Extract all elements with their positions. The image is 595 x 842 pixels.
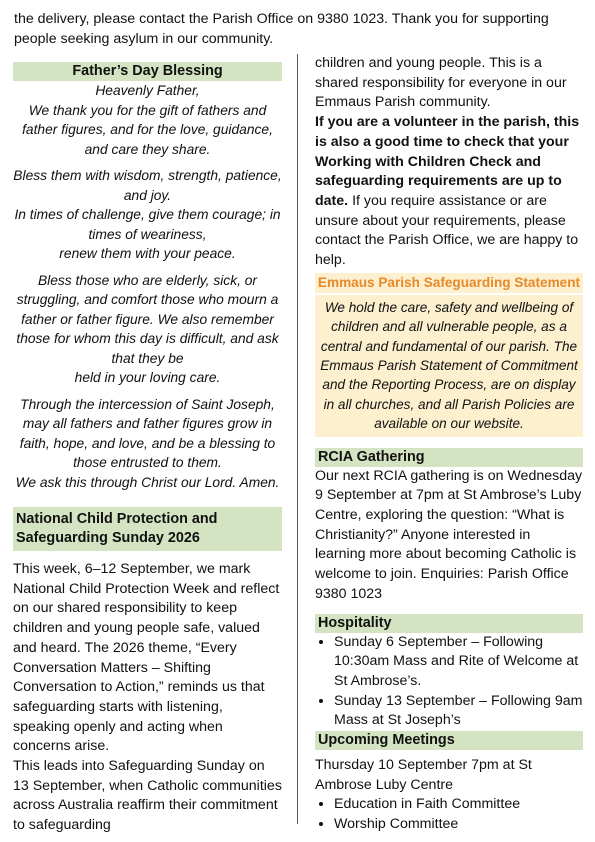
meetings-intro: Thursday 10 September 7pm at St Ambrose Luby Centre [315, 757, 532, 793]
intro-text: the delivery, please contact the Parish Office on 9380 1023. Thank you for supporting people seeking asylum in our community. [14, 11, 549, 47]
safeguarding-statement-text: We hold the care, safety and wellbeing of children and all vulnerable people, as a central and fundamental of our parish. The Emmaus Parish Statement of Commitment and the Reporting Process, are on display in all churches, and all Parish Policies are available on our website. [315, 295, 583, 437]
child-protection-body [13, 560, 282, 836]
fathers-day-heading: Father’s Day Blessing [13, 62, 282, 81]
blessing-stanza: Bless them with wisdom, strength, patience, and joy. In times of challenge, give them courage; in times of weariness, renew them with your peace. [13, 168, 282, 261]
fathers-day-blessing [13, 81, 282, 492]
hospitality-list [315, 633, 583, 732]
volunteer-bold-text: If you are a volunteer in the parish, this is also a good time to check that your Working with Children Check and safeguarding requirements are up to date. [315, 114, 580, 209]
list-item: • Education in Faith Committee [334, 795, 583, 815]
child-protection-paragraph: This week, 6–12 September, we mark National Child Protection Week and reflect on our shared responsibility to keep children and young people safe, valued and heard. The 2026 theme, “Every Conversation Matters – Shifting Conversation to Action,” reminds us that safeguarding starts with listening, speaking openly and acting when concerns arise. [13, 561, 280, 755]
hospitality-heading: Hospitality [315, 614, 583, 633]
meetings-heading: Upcoming Meetings [315, 731, 583, 750]
child-protection-continued [315, 54, 583, 271]
column-divider [297, 54, 298, 824]
blessing-stanza: Bless those who are elderly, sick, or struggling, and comfort those who mourn a father or father figure. We also remember those for whom this day is difficult, and ask that they be held in your loving care. [16, 272, 279, 385]
meetings-list [315, 795, 583, 834]
blessing-stanza: Heavenly Father, We thank you for the gift of fathers and father figures, and for the love, guidance, and care they share. [22, 83, 273, 157]
child-protection-heading: National Child Protection and Safeguarding Sunday 2026 [13, 507, 282, 551]
blessing-stanza: Through the intercession of Saint Joseph, may all fathers and father figures grow in faith, hope, and love, and be a blessing to those entrusted to them. We ask this through Christ our Lord. Amen. [15, 396, 280, 490]
list-item: • Worship Committee [334, 815, 583, 835]
volunteer-text: If you require assistance or are unsure about your requirements, please contact the Parish Office, we are happy to help. [315, 192, 579, 269]
child-protection-paragraph: children and young people. This is a shared responsibility for everyone in our Emmaus Parish community. [315, 55, 567, 111]
right-column [315, 54, 583, 835]
safeguarding-statement-heading: Emmaus Parish Safeguarding Statement [315, 273, 583, 293]
child-protection-paragraph: This leads into Safeguarding Sunday on 13 September, when Catholic communities across Australia reaffirm their commitment to safeguarding [13, 758, 282, 834]
rcia-heading: RCIA Gathering [315, 448, 583, 467]
rcia-text: Our next RCIA gathering is on Wednesday 9 September at 7pm at St Ambrose’s Luby Centre, exploring the question: “What is Christianity?” Anyone interested in learning more about becoming Catholic is welcome to join. Enquiries: Parish Office 9380 1023 [315, 467, 583, 602]
list-item: • Sunday 6 September – Following 10:30am Mass and Rite of Welcome at St Ambrose’s. [334, 633, 583, 692]
left-column [13, 62, 282, 836]
list-item: • Sunday 13 September – Following 9am Mass at St Joseph’s [334, 692, 583, 731]
volunteer-paragraph [315, 113, 583, 271]
